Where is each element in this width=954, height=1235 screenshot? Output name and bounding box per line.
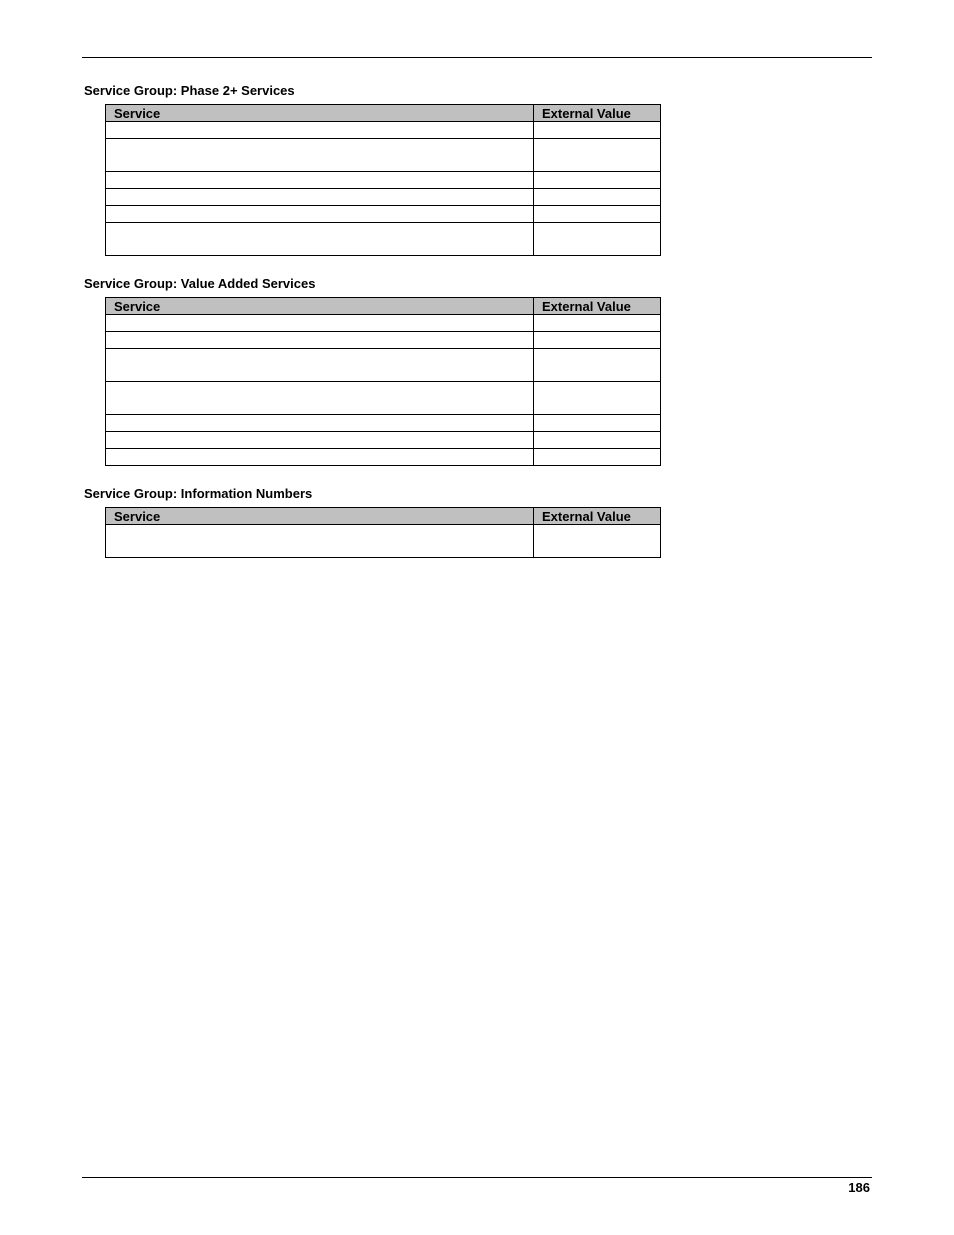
table-row xyxy=(106,449,661,466)
table-row xyxy=(106,415,661,432)
external-value-cell xyxy=(534,332,661,349)
external-value-cell xyxy=(534,172,661,189)
service-cell xyxy=(106,139,534,172)
service-cell xyxy=(106,449,534,466)
table-row xyxy=(106,432,661,449)
external-value-cell xyxy=(534,122,661,139)
table-row xyxy=(106,332,661,349)
section-title-information-numbers: Service Group: Information Numbers xyxy=(84,486,313,501)
table-row xyxy=(106,315,661,332)
header-rule xyxy=(82,57,872,58)
information-numbers-table xyxy=(105,507,661,558)
phase2-services-table xyxy=(105,104,661,256)
service-cell xyxy=(106,332,534,349)
column-header-external-value: External Value xyxy=(534,298,661,315)
table-header-row xyxy=(106,105,661,122)
table-row xyxy=(106,382,661,415)
service-cell xyxy=(106,122,534,139)
external-value-cell xyxy=(534,449,661,466)
service-cell xyxy=(106,432,534,449)
page-number: 186 xyxy=(848,1180,870,1195)
service-cell xyxy=(106,315,534,332)
external-value-cell xyxy=(534,206,661,223)
value-added-services-table xyxy=(105,297,661,466)
column-header-service: Service xyxy=(106,298,534,315)
service-cell xyxy=(106,525,534,558)
column-header-external-value: External Value xyxy=(534,105,661,122)
footer-rule xyxy=(82,1177,872,1178)
service-cell xyxy=(106,415,534,432)
service-cell xyxy=(106,349,534,382)
service-cell xyxy=(106,206,534,223)
external-value-cell xyxy=(534,432,661,449)
external-value-cell xyxy=(534,349,661,382)
table-row xyxy=(106,172,661,189)
external-value-cell xyxy=(534,525,661,558)
service-cell xyxy=(106,172,534,189)
service-cell xyxy=(106,189,534,206)
table-row xyxy=(106,122,661,139)
external-value-cell xyxy=(534,382,661,415)
external-value-cell xyxy=(534,415,661,432)
column-header-service: Service xyxy=(106,508,534,525)
service-cell xyxy=(106,223,534,256)
table-row xyxy=(106,189,661,206)
table-row xyxy=(106,206,661,223)
external-value-cell xyxy=(534,315,661,332)
column-header-service: Service xyxy=(106,105,534,122)
table-header-row xyxy=(106,508,661,525)
column-header-external-value: External Value xyxy=(534,508,661,525)
table-row xyxy=(106,349,661,382)
service-cell xyxy=(106,382,534,415)
section-title-value-added-services: Service Group: Value Added Services xyxy=(84,276,316,291)
section-title-phase2-services: Service Group: Phase 2+ Services xyxy=(84,83,295,98)
table-header-row xyxy=(106,298,661,315)
external-value-cell xyxy=(534,189,661,206)
table-row xyxy=(106,223,661,256)
table-row xyxy=(106,139,661,172)
external-value-cell xyxy=(534,223,661,256)
table-row xyxy=(106,525,661,558)
external-value-cell xyxy=(534,139,661,172)
